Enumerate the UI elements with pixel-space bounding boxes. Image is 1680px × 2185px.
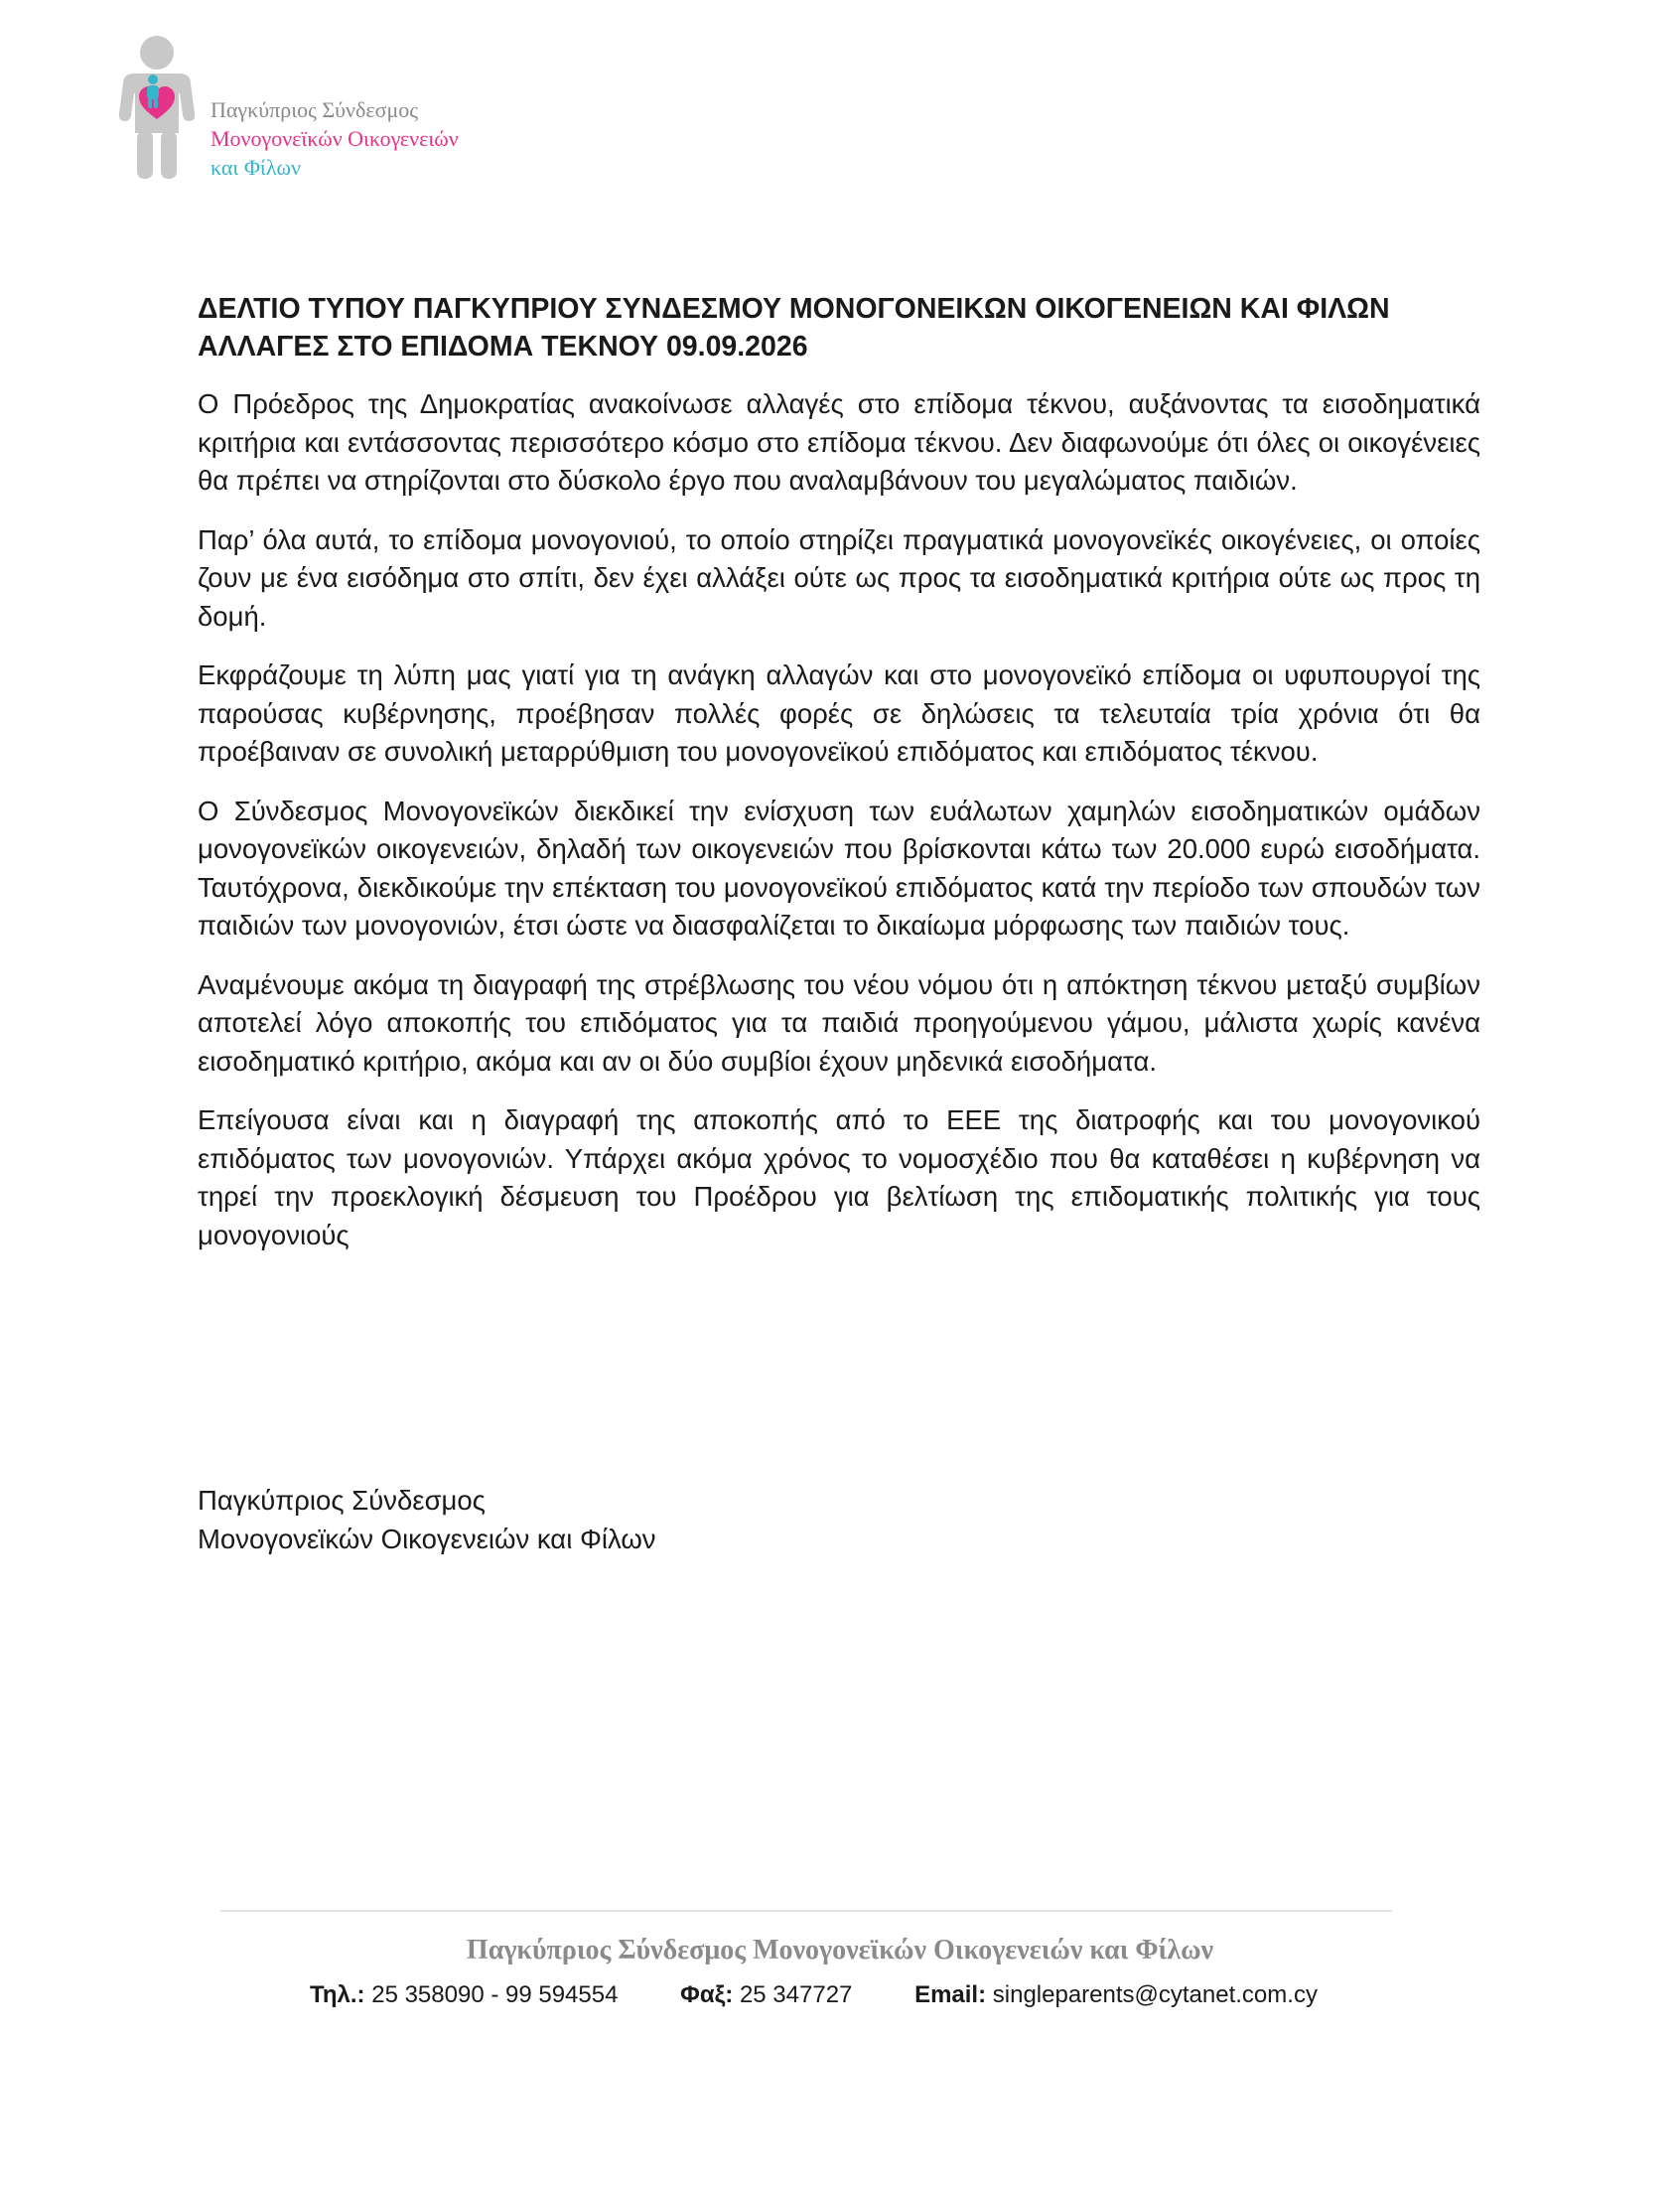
fax-label: Φαξ:: [680, 1981, 734, 2008]
footer-org-name: Παγκύπριος Σύνδεσμος Μονογονεϊκών Οικογενειών και Φίλων: [466, 1935, 1214, 1966]
footer-phone: [310, 1981, 618, 2009]
paragraph-1: Ο Πρόεδρος της Δημοκρατίας ανακοίνωσε αλλαγές στο επίδομα τέκνου, αυξάνοντας τα εισοδηματικά κριτήρια και εντάσσοντας περισσότερο κόσμο στο επίδομα τέκνου. Δεν διαφωνούμε ότι όλες οι οικογένειες θα πρέπει να στηρίζονται στο δύσκολο έργο που αναλαμβάνουν του μεγαλώματος παιδιών.: [198, 388, 1480, 496]
footer-divider: [220, 1910, 1392, 1912]
signature-line-1: Παγκύπριος Σύνδεσμος: [198, 1485, 486, 1516]
title-line-2: ΑΛΛΑΓΕΣ ΣΤΟ ΕΠΙΔΟΜΑ ΤΕΚΝΟΥ 09.09.2026: [198, 331, 808, 363]
title-line-1: ΔΕΛΤΙΟ ΤΥΠΟΥ ΠΑΓΚΥΠΡΙΟΥ ΣΥΝΔΕΣΜΟΥ ΜΟΝΟΓΟΝΕΙΚΩΝ ΟΙΚΟΓΕΝΕΙΩΝ ΚΑΙ ΦΙΛΩΝ: [198, 293, 1390, 325]
parent-child-heart-icon: [109, 34, 205, 183]
paragraph-3: Εκφράζουμε τη λύπη μας γιατί για τη ανάγκη αλλαγών και στο μονογονεϊκό επίδομα οι υφυπουργοί της παρούσας κυβέρνησης, προέβησαν πολλές φορές σε δηλώσεις τα τελευταία τρία χρόνια ότι θα προέβαιναν σε συνολική μεταρρύθμιση του μονογονεϊκού επιδόματος και επιδόματος τέκνου.: [198, 659, 1480, 767]
signature-block: [198, 1482, 656, 1558]
footer-fax: [680, 1981, 852, 2009]
email-label: Email:: [914, 1981, 987, 2008]
logo-text: [210, 95, 459, 182]
organization-logo: [109, 34, 526, 183]
footer-email: [914, 1981, 1318, 2009]
logo-line-1: Παγκύπριος Σύνδεσμος: [210, 97, 418, 122]
document-title: [198, 290, 1480, 365]
phone-label: Τηλ.:: [310, 1981, 365, 2008]
document-body: [198, 290, 1480, 1275]
footer-contacts: [310, 1981, 1373, 2009]
phone-value: 25 358090 - 99 594554: [371, 1981, 619, 2008]
paragraph-6: Επείγουσα είναι και η διαγραφή της αποκοπής από το ΕΕΕ της διατροφής και του μονογονικού επιδόματος των μονογονιών. Υπάρχει ακόμα χρόνος το νομοσχέδιο που θα καταθέσει η κυβέρνηση να τηρεί την προεκλογική δέσμευση του Προέδρου για βελτίωση της επιδοματικής πολιτικής για τους μονογονιούς: [198, 1104, 1480, 1250]
email-value[interactable]: singleparents@cytanet.com.cy: [992, 1981, 1318, 2008]
signature-line-2: Μονογονεϊκών Οικογενειών και Φίλων: [198, 1523, 656, 1554]
logo-line-3: και Φίλων: [210, 155, 301, 180]
paragraph-5: Αναμένουμε ακόμα τη διαγραφή της στρέβλωσης του νέου νόμου ότι η απόκτηση τέκνου μεταξύ συμβίων αποτελεί λόγο αποκοπής του επιδόματος για τα παιδιά προηγούμενου γάμου, μάλιστα χωρίς κανένα εισοδηματικό κριτήριο, ακόμα και αν οι δύο συμβίοι έχουν μηδενικά εισοδήματα.: [198, 968, 1480, 1077]
paragraph-2: Παρ’ όλα αυτά, το επίδομα μονογονιού, το οποίο στηρίζει πραγματικά μονογονεϊκές οικογένειες, οι οποίες ζουν με ένα εισόδημα στο σπίτι, δεν έχει αλλάξει ούτε ως προς τα εισοδηματικά κριτήρια ούτε ως προς τη δομή.: [198, 523, 1480, 632]
paragraph-4: Ο Σύνδεσμος Μονογονεϊκών διεκδικεί την ενίσχυση των ευάλωτων χαμηλών εισοδηματικών ομάδων μονογονεϊκών οικογενειών, δηλαδή των οικογενειών που βρίσκονται κάτω των 20.000 ευρώ εισοδήματα. Ταυτόχρονα, διεκδικούμε την επέκταση του μονογονεϊκού επιδόματος κατά την περίοδο των σπουδών των παιδιών των μονογονιών, έτσι ώστε να διασφαλίζεται το δικαίωμα μόρφωσης των παιδιών τους.: [198, 795, 1480, 941]
logo-line-2: Μονογονεϊκών Οικογενειών: [210, 126, 459, 151]
fax-value: 25 347727: [739, 1981, 853, 2008]
